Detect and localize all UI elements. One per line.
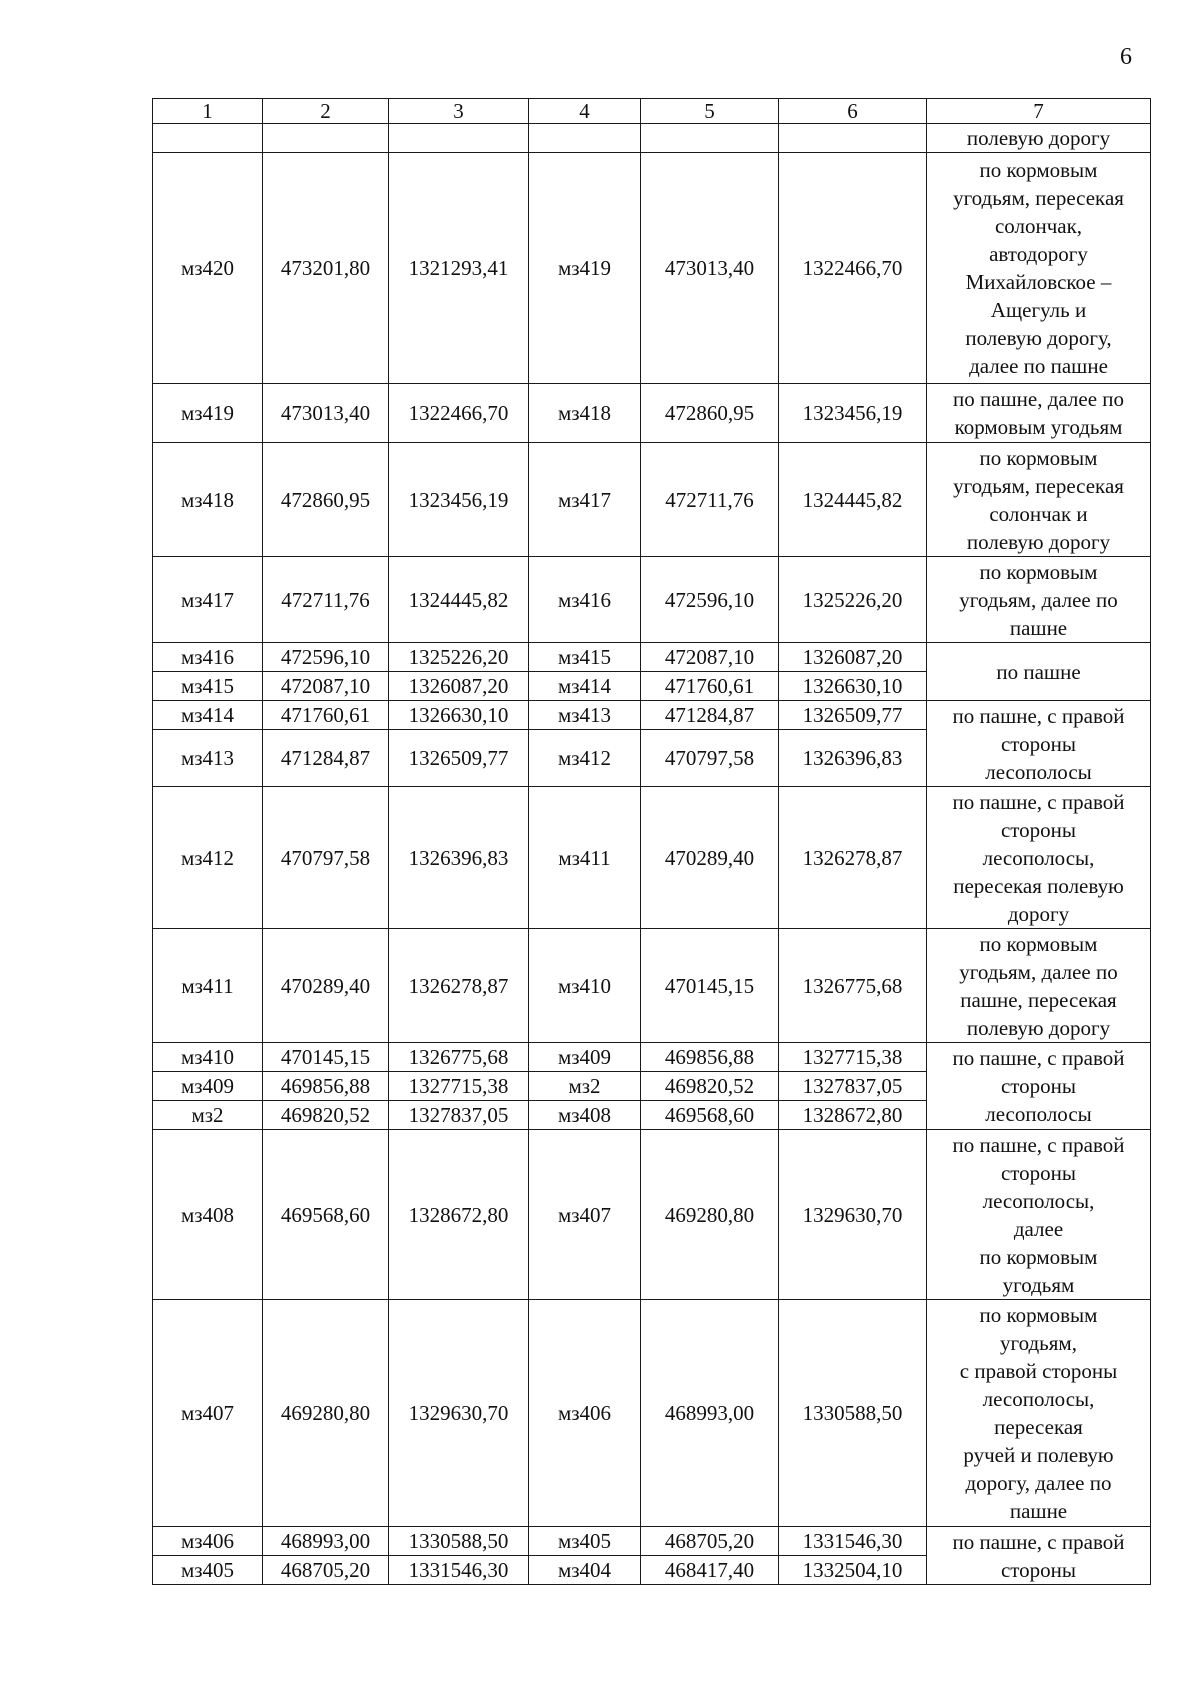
coord-y-from: 1328672,80 [389, 1130, 529, 1300]
boundary-description: по пашне, с правой стороны лесополосы [927, 1043, 1151, 1130]
table-row [153, 443, 1151, 557]
coord-x-to: 470289,40 [641, 787, 779, 929]
boundary-description: по пашне, далее по кормовым угодьям [927, 384, 1151, 443]
coord-x-from: 473013,40 [263, 384, 389, 443]
coord-x-to: 469856,88 [641, 1043, 779, 1072]
point-to: мз408 [529, 1101, 641, 1130]
boundary-coordinates-table [152, 98, 1151, 1585]
coord-y-from: 1327837,05 [389, 1101, 529, 1130]
coord-x-from: 471284,87 [263, 730, 389, 787]
coord-x-from: 469568,60 [263, 1130, 389, 1300]
coord-y-from: 1330588,50 [389, 1527, 529, 1556]
coord-y-to: 1325226,20 [779, 557, 927, 643]
column-header: 2 [263, 99, 389, 124]
point-from: мз411 [153, 929, 263, 1043]
table-row [153, 643, 1151, 672]
point-from: мз406 [153, 1527, 263, 1556]
point-to: мз413 [529, 701, 641, 730]
point-from: мз408 [153, 1130, 263, 1300]
coord-y-to: 1329630,70 [779, 1130, 927, 1300]
coord-y-to: 1326278,87 [779, 787, 927, 929]
coord-y-to: 1326087,20 [779, 643, 927, 672]
coord-y-from [389, 124, 529, 153]
point-to: мз407 [529, 1130, 641, 1300]
coord-x-to: 469280,80 [641, 1130, 779, 1300]
coord-x-from: 471760,61 [263, 701, 389, 730]
coord-x-to: 468417,40 [641, 1556, 779, 1585]
point-from: мз414 [153, 701, 263, 730]
coord-x-from: 472596,10 [263, 643, 389, 672]
table-row [153, 153, 1151, 384]
point-from: мз409 [153, 1072, 263, 1101]
point-from: мз405 [153, 1556, 263, 1585]
coord-y-to: 1328672,80 [779, 1101, 927, 1130]
point-from: мз417 [153, 557, 263, 643]
coord-x-from: 468993,00 [263, 1527, 389, 1556]
coord-x-to: 469568,60 [641, 1101, 779, 1130]
coord-x-from: 470797,58 [263, 787, 389, 929]
coord-x-to: 472087,10 [641, 643, 779, 672]
point-to: мз404 [529, 1556, 641, 1585]
point-to: мз406 [529, 1300, 641, 1527]
boundary-description: по кормовым угодьям, с правой стороны лесополосы, пересекая ручей и полевую дорогу, далее по пашне [927, 1300, 1151, 1527]
coord-x-to: 472860,95 [641, 384, 779, 443]
coord-y-from: 1327715,38 [389, 1072, 529, 1101]
table-row [153, 1527, 1151, 1556]
coord-y-to: 1324445,82 [779, 443, 927, 557]
table-row [153, 701, 1151, 730]
boundary-description: полевую дорогу [927, 124, 1151, 153]
coord-x-from: 472087,10 [263, 672, 389, 701]
coord-y-to: 1326775,68 [779, 929, 927, 1043]
coord-x-to: 473013,40 [641, 153, 779, 384]
column-header: 1 [153, 99, 263, 124]
coord-y-to: 1322466,70 [779, 153, 927, 384]
point-from: мз2 [153, 1101, 263, 1130]
coord-x-from: 470145,15 [263, 1043, 389, 1072]
boundary-description: по пашне, с правой стороны лесополосы, далее по кормовым угодьям [927, 1130, 1151, 1300]
table-row [153, 1300, 1151, 1527]
boundary-description: по пашне [927, 643, 1151, 701]
point-from [153, 124, 263, 153]
coord-y-from: 1321293,41 [389, 153, 529, 384]
boundary-description: по кормовым угодьям, далее по пашне, пересекая полевую дорогу [927, 929, 1151, 1043]
point-to: мз412 [529, 730, 641, 787]
column-header: 7 [927, 99, 1151, 124]
coord-y-from: 1326087,20 [389, 672, 529, 701]
point-to: мз416 [529, 557, 641, 643]
coord-x-from: 469856,88 [263, 1072, 389, 1101]
boundary-description: по кормовым угодьям, пересекая солончак и полевую дорогу [927, 443, 1151, 557]
coord-y-from: 1324445,82 [389, 557, 529, 643]
coord-x-to: 471284,87 [641, 701, 779, 730]
coord-x-to: 470797,58 [641, 730, 779, 787]
point-to: мз417 [529, 443, 641, 557]
coord-y-to: 1326396,83 [779, 730, 927, 787]
coord-y-to: 1326509,77 [779, 701, 927, 730]
coord-x-to: 472596,10 [641, 557, 779, 643]
coord-y-to: 1332504,10 [779, 1556, 927, 1585]
boundary-description: по пашне, с правой стороны [927, 1527, 1151, 1585]
boundary-description: по кормовым угодьям, пересекая солончак, автодорогу Михайловское – Ащегуль и полевую дорогу, далее по пашне [927, 153, 1151, 384]
coord-x-from: 469820,52 [263, 1101, 389, 1130]
coord-y-from: 1326396,83 [389, 787, 529, 929]
coord-x-from: 472860,95 [263, 443, 389, 557]
coord-x-from: 473201,80 [263, 153, 389, 384]
point-to: мз415 [529, 643, 641, 672]
coord-x-from [263, 124, 389, 153]
coord-x-to [641, 124, 779, 153]
coord-y-to: 1331546,30 [779, 1527, 927, 1556]
point-to: мз409 [529, 1043, 641, 1072]
coord-y-from: 1329630,70 [389, 1300, 529, 1527]
column-number-row [153, 99, 1151, 124]
point-from: мз419 [153, 384, 263, 443]
coord-y-from: 1326278,87 [389, 929, 529, 1043]
coord-x-to: 468705,20 [641, 1527, 779, 1556]
point-from: мз413 [153, 730, 263, 787]
point-from: мз420 [153, 153, 263, 384]
point-from: мз410 [153, 1043, 263, 1072]
coord-y-from: 1331546,30 [389, 1556, 529, 1585]
coord-y-from: 1322466,70 [389, 384, 529, 443]
table-row [153, 557, 1151, 643]
column-header: 5 [641, 99, 779, 124]
column-header: 4 [529, 99, 641, 124]
coord-x-from: 469280,80 [263, 1300, 389, 1527]
coord-y-to: 1326630,10 [779, 672, 927, 701]
point-to: мз414 [529, 672, 641, 701]
coord-x-from: 468705,20 [263, 1556, 389, 1585]
column-header: 6 [779, 99, 927, 124]
coord-y-from: 1326775,68 [389, 1043, 529, 1072]
point-to: мз411 [529, 787, 641, 929]
boundary-description: по пашне, с правой стороны лесополосы [927, 701, 1151, 787]
coord-y-to: 1327837,05 [779, 1072, 927, 1101]
table-row [153, 929, 1151, 1043]
point-to: мз419 [529, 153, 641, 384]
coord-y-from: 1326509,77 [389, 730, 529, 787]
point-from: мз415 [153, 672, 263, 701]
table-row [153, 1043, 1151, 1072]
boundary-description: по пашне, с правой стороны лесополосы, пересекая полевую дорогу [927, 787, 1151, 929]
point-from: мз418 [153, 443, 263, 557]
point-to [529, 124, 641, 153]
point-to: мз410 [529, 929, 641, 1043]
table-row [153, 1130, 1151, 1300]
coord-y-from: 1325226,20 [389, 643, 529, 672]
table-row [153, 124, 1151, 153]
coord-y-to: 1327715,38 [779, 1043, 927, 1072]
point-from: мз407 [153, 1300, 263, 1527]
coord-y-from: 1323456,19 [389, 443, 529, 557]
page-number: 6 [1120, 44, 1132, 70]
boundary-description: по кормовым угодьям, далее по пашне [927, 557, 1151, 643]
coord-x-to: 472711,76 [641, 443, 779, 557]
column-header: 3 [389, 99, 529, 124]
coord-x-to: 469820,52 [641, 1072, 779, 1101]
coord-x-to: 468993,00 [641, 1300, 779, 1527]
coord-y-from: 1326630,10 [389, 701, 529, 730]
point-to: мз418 [529, 384, 641, 443]
coord-x-from: 470289,40 [263, 929, 389, 1043]
point-from: мз412 [153, 787, 263, 929]
point-to: мз405 [529, 1527, 641, 1556]
coord-x-to: 471760,61 [641, 672, 779, 701]
coord-x-to: 470145,15 [641, 929, 779, 1043]
point-to: мз2 [529, 1072, 641, 1101]
coord-x-from: 472711,76 [263, 557, 389, 643]
coord-y-to [779, 124, 927, 153]
coord-y-to: 1330588,50 [779, 1300, 927, 1527]
table-row [153, 384, 1151, 443]
coord-y-to: 1323456,19 [779, 384, 927, 443]
table-row [153, 787, 1151, 929]
point-from: мз416 [153, 643, 263, 672]
